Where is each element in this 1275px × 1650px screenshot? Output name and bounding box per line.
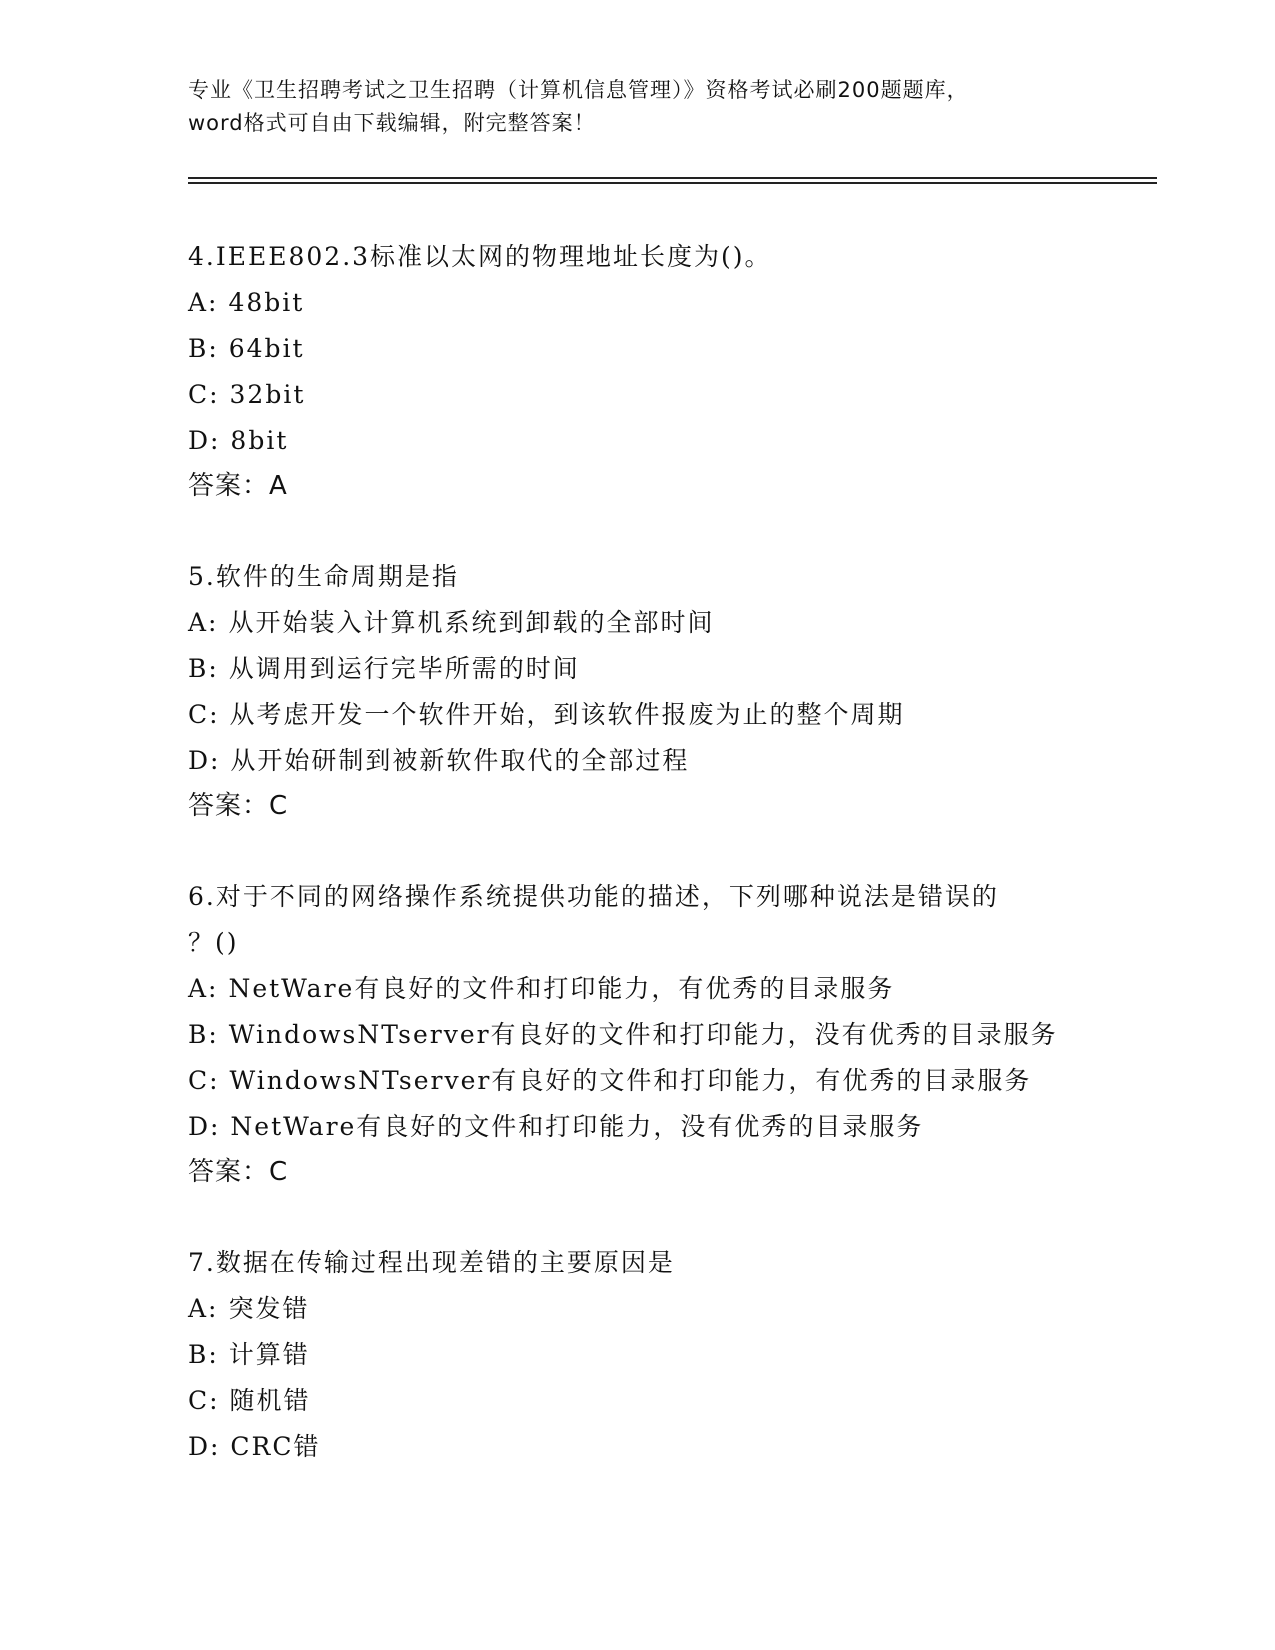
option-a (188, 600, 1088, 646)
question-spacer (188, 1194, 1088, 1240)
option-text: 32bit (229, 380, 306, 409)
option-label: A: (188, 608, 219, 637)
option-d (188, 738, 1088, 784)
question-5 (188, 554, 1088, 828)
option-label: D: (188, 426, 221, 455)
option-b (188, 1012, 1088, 1058)
option-text: WindowsNTserver有良好的文件和打印能力，有优秀的目录服务 (229, 1066, 1032, 1095)
option-label: C: (188, 380, 220, 409)
question-stem: 4.IEEE802.3标准以太网的物理地址长度为()。 (188, 242, 772, 271)
option-label: B: (188, 654, 219, 683)
option-text: CRC错 (230, 1432, 321, 1461)
option-d (188, 418, 1088, 464)
option-a (188, 1286, 1088, 1332)
option-text: 64bit (228, 334, 305, 363)
option-label: A: (188, 974, 219, 1003)
answer-line: 答案：C (188, 1157, 289, 1187)
option-label: A: (188, 1294, 219, 1323)
header-line-2: word格式可自由下载编辑，附完整答案！ (188, 111, 596, 135)
question-stem: 5.软件的生命周期是指 (188, 562, 459, 591)
option-c (188, 372, 1088, 418)
question-4 (188, 234, 1088, 508)
option-label: D: (188, 1432, 221, 1461)
option-text: 计算错 (228, 1340, 310, 1369)
answer-line: 答案：C (188, 791, 289, 821)
document-header (188, 74, 1088, 140)
option-d (188, 1424, 1088, 1470)
option-label: C: (188, 700, 220, 729)
question-spacer (188, 508, 1088, 554)
question-stem: 7.数据在传输过程出现差错的主要原因是 (188, 1248, 675, 1277)
option-label: C: (188, 1066, 220, 1095)
option-text: NetWare有良好的文件和打印能力，没有优秀的目录服务 (230, 1112, 924, 1141)
option-c (188, 692, 1088, 738)
option-d (188, 1104, 1088, 1150)
option-text: 突发错 (228, 1294, 310, 1323)
question-7 (188, 1240, 1088, 1470)
option-text: 48bit (228, 288, 305, 317)
option-label: B: (188, 334, 219, 363)
option-label: A: (188, 288, 219, 317)
question-6 (188, 874, 1088, 1194)
option-text: NetWare有良好的文件和打印能力，有优秀的目录服务 (228, 974, 895, 1003)
header-divider-bottom (188, 182, 1157, 184)
option-c (188, 1378, 1088, 1424)
option-label: D: (188, 746, 221, 775)
option-label: B: (188, 1020, 219, 1049)
option-b (188, 326, 1088, 372)
option-text: 从考虑开发一个软件开始，到该软件报废为止的整个周期 (229, 700, 905, 729)
question-stem: 6.对于不同的网络操作系统提供功能的描述，下列哪种说法是错误的 (188, 882, 999, 911)
option-text: 从调用到运行完毕所需的时间 (228, 654, 580, 683)
option-label: D: (188, 1112, 221, 1141)
option-c (188, 1058, 1088, 1104)
question-list (188, 234, 1088, 1470)
header-divider-top (188, 177, 1157, 179)
option-text: WindowsNTserver有良好的文件和打印能力，没有优秀的目录服务 (228, 1020, 1058, 1049)
option-label: B: (188, 1340, 219, 1369)
question-spacer (188, 828, 1088, 874)
option-label: C: (188, 1386, 220, 1415)
header-line-1: 专业《卫生招聘考试之卫生招聘（计算机信息管理）》资格考试必刷200题题库， (188, 78, 969, 102)
option-b (188, 646, 1088, 692)
answer-line: 答案：A (188, 471, 288, 501)
question-stem-continuation: ？() (188, 928, 239, 957)
option-text: 从开始研制到被新软件取代的全部过程 (230, 746, 690, 775)
option-a (188, 280, 1088, 326)
option-b (188, 1332, 1088, 1378)
option-text: 从开始装入计算机系统到卸载的全部时间 (228, 608, 715, 637)
option-a (188, 966, 1088, 1012)
option-text: 8bit (230, 426, 289, 455)
option-text: 随机错 (229, 1386, 311, 1415)
